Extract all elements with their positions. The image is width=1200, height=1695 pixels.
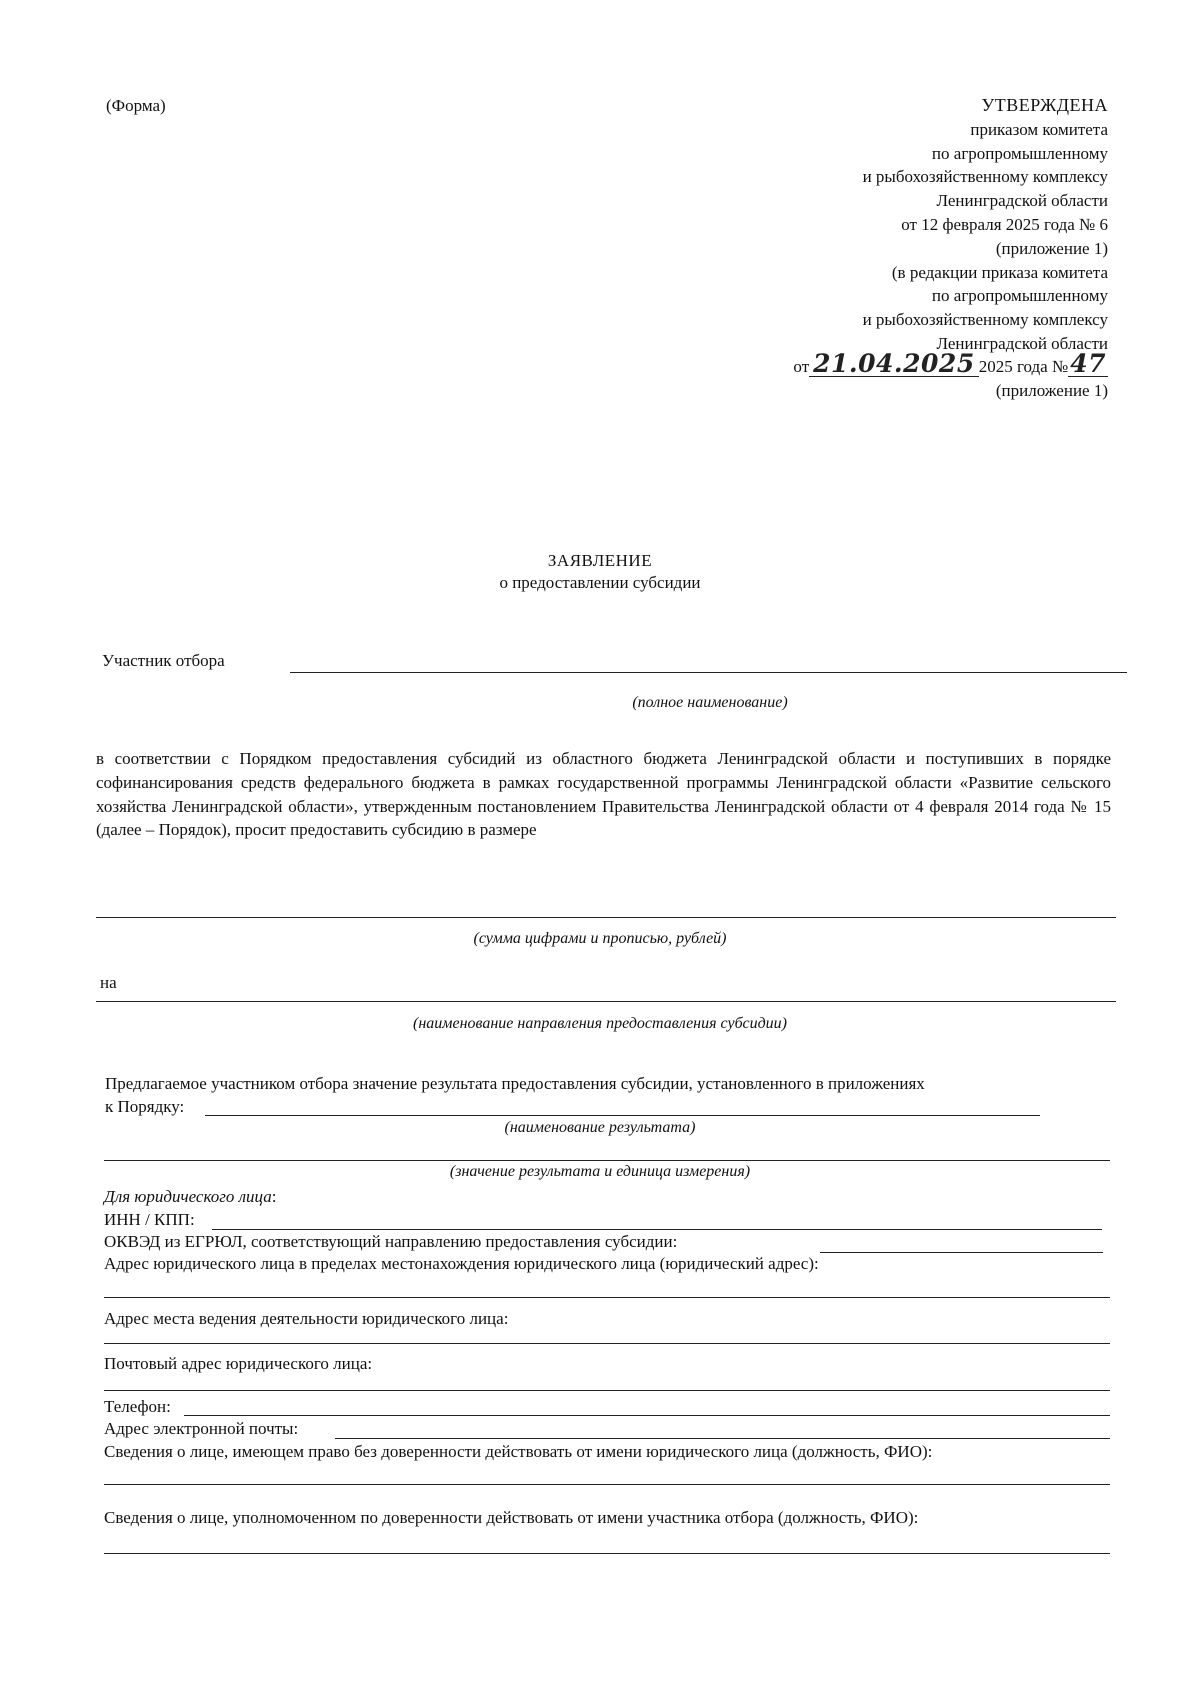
proxy-person-label: Сведения о лице, уполномоченном по доверенности действовать от имени участника отбора (должность, ФИО): bbox=[104, 1508, 919, 1527]
handwritten-amendment-date: 21.04.2025 bbox=[809, 352, 979, 377]
legal-entity-label: Для юридического лица bbox=[104, 1187, 272, 1206]
direction-note: (наименование направления предоставления субсидии) bbox=[412, 1015, 788, 1032]
subsidy-direction-field[interactable] bbox=[96, 1001, 1116, 1002]
result-value-field[interactable] bbox=[104, 1160, 1110, 1161]
approval-line: и рыбохозяйственному комплексу bbox=[862, 310, 1108, 330]
approval-line: (в редакции приказа комитета bbox=[891, 262, 1108, 282]
document-title-block bbox=[0, 550, 1200, 594]
email-label: Адрес электронной почты: bbox=[104, 1419, 299, 1438]
approval-title: УТВЕРЖДЕНА bbox=[981, 95, 1108, 115]
okved-field[interactable] bbox=[820, 1252, 1103, 1253]
approval-line: от 12 февраля 2025 года № 6 bbox=[901, 214, 1108, 234]
email-field[interactable] bbox=[335, 1438, 1110, 1439]
result-value-note: (значение результата и единица измерения) bbox=[449, 1163, 751, 1180]
legal-address-field[interactable] bbox=[104, 1297, 1110, 1298]
result-text-line2: к Порядку: bbox=[105, 1097, 185, 1116]
approval-line: (приложение 1) bbox=[995, 238, 1108, 258]
result-text-line1: Предлагаемое участником отбора значение результата предоставления субсидии, установленного в приложениях bbox=[105, 1074, 925, 1093]
amendment-prefix: от bbox=[793, 356, 810, 376]
document-title: ЗАЯВЛЕНИЕ bbox=[547, 551, 653, 570]
on-label: на bbox=[100, 973, 117, 992]
amount-note: (сумма цифрами и прописью, рублей) bbox=[473, 930, 727, 947]
phone-label: Телефон: bbox=[104, 1397, 171, 1416]
main-paragraph: в соответствии с Порядком предоставления субсидий из областного бюджета Ленинградской области и поступивших в порядке софинансирования средств федерального бюджета в рамках государственной программы Ленинградской области «Развитие сельского хозяйства Ленинградской области», утвержденным постановлением Правительства Ленинградской области от 4 февраля 2014 года № 15 (далее – Порядок), просит предоставить субсидию в размере bbox=[96, 749, 1111, 840]
approval-line: по агропромышленному bbox=[931, 286, 1108, 306]
approval-line: Ленинградской области bbox=[936, 333, 1108, 353]
handwritten-amendment-number: 47 bbox=[1070, 348, 1106, 378]
legal-entity-heading bbox=[104, 1186, 277, 1208]
amendment-year: 2025 года № bbox=[978, 356, 1069, 376]
authorized-person-field[interactable] bbox=[104, 1484, 1110, 1485]
approval-suffix: (приложение 1) bbox=[995, 380, 1108, 400]
amendment-date-line bbox=[688, 348, 1108, 379]
approval-line: приказом комитета bbox=[970, 119, 1108, 139]
okved-label: ОКВЭД из ЕГРЮЛ, соответствующий направлению предоставления субсидии: bbox=[104, 1232, 678, 1251]
participant-label: Участник отбора bbox=[102, 651, 225, 670]
result-name-field[interactable] bbox=[205, 1115, 1040, 1116]
postal-address-field[interactable] bbox=[104, 1390, 1110, 1391]
approval-line: по агропромышленному bbox=[931, 143, 1108, 163]
authorized-person-label: Сведения о лице, имеющем право без доверенности действовать от имени юридического лица (должность, ФИО): bbox=[104, 1442, 933, 1461]
proxy-person-field[interactable] bbox=[104, 1553, 1110, 1554]
participant-name-field[interactable] bbox=[290, 672, 1127, 673]
participant-note: (полное наименование) bbox=[632, 694, 788, 711]
subsidy-amount-field[interactable] bbox=[96, 917, 1116, 918]
approval-block bbox=[688, 94, 1108, 402]
approval-line: Ленинградской области bbox=[936, 191, 1108, 211]
legal-entity-colon: : bbox=[271, 1187, 277, 1206]
phone-field[interactable] bbox=[184, 1415, 1110, 1416]
inn-kpp-field[interactable] bbox=[212, 1229, 1102, 1230]
activity-address-label: Адрес места ведения деятельности юридического лица: bbox=[104, 1309, 509, 1328]
activity-address-field[interactable] bbox=[104, 1343, 1110, 1344]
legal-address-label: Адрес юридического лица в пределах местонахождения юридического лица (юридический адрес): bbox=[104, 1254, 819, 1273]
document-subtitle: о предоставлении субсидии bbox=[499, 573, 701, 592]
postal-address-label: Почтовый адрес юридического лица: bbox=[104, 1354, 373, 1373]
inn-kpp-label: ИНН / КПП: bbox=[104, 1210, 195, 1229]
result-name-note: (наименование результата) bbox=[504, 1119, 696, 1136]
form-label: (Форма) bbox=[106, 96, 166, 115]
approval-line: и рыбохозяйственному комплексу bbox=[862, 167, 1108, 187]
